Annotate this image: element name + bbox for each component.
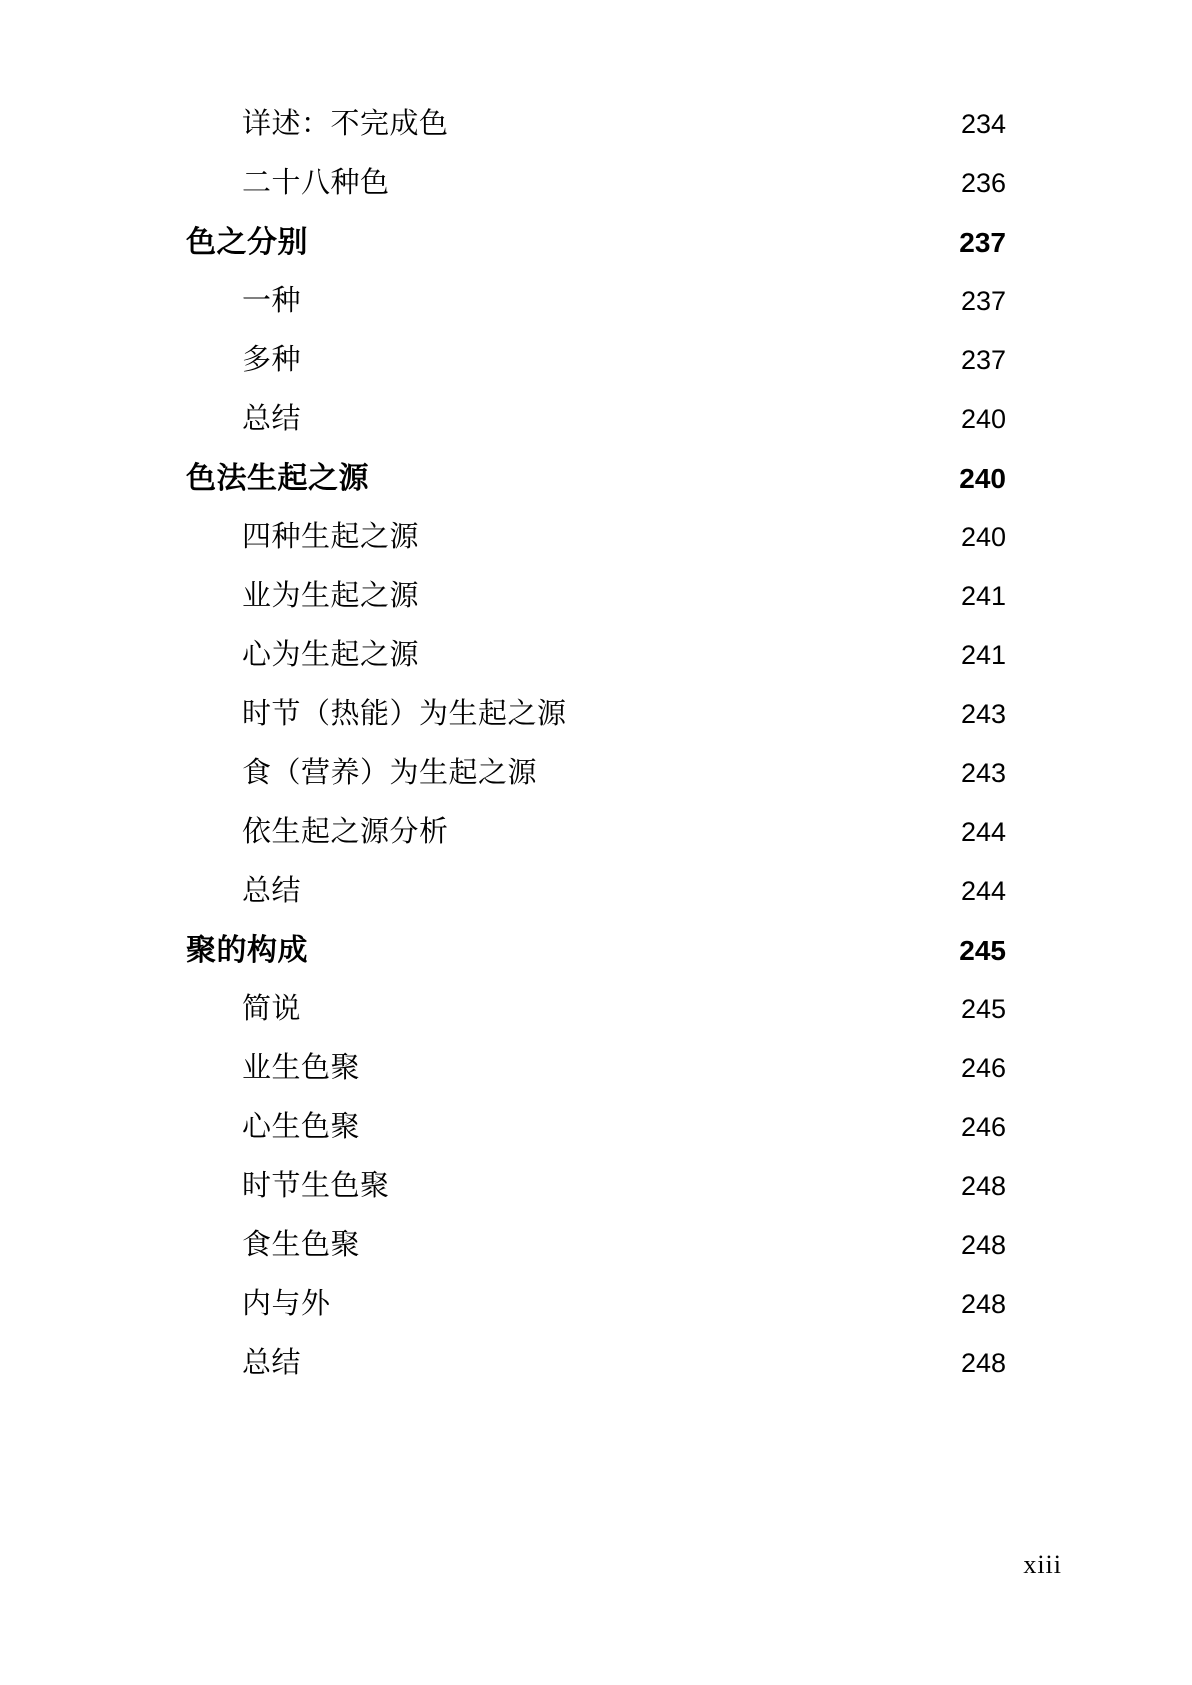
toc-entry-page-number: 236 (960, 168, 1006, 198)
toc-entry-label: 总结 (242, 403, 302, 435)
toc-entry-page-number: 246 (960, 1053, 1006, 1083)
toc-entry-label: 食生色聚 (242, 1229, 361, 1261)
toc-entry-page-number: 240 (959, 463, 1006, 494)
toc-entry[interactable] (186, 405, 1006, 464)
toc-entry[interactable] (186, 1231, 1006, 1290)
toc-entry-label: 四种生起之源 (242, 521, 420, 553)
toc-entry-page-number: 248 (960, 1289, 1006, 1319)
toc-entry[interactable] (186, 1290, 1006, 1349)
toc-entry-label: 内与外 (242, 1288, 331, 1320)
toc-entry[interactable] (186, 1172, 1006, 1231)
toc-entry[interactable] (186, 110, 1006, 169)
toc-entry-label: 聚的构成 (186, 934, 308, 967)
table-of-contents (186, 110, 1006, 1408)
toc-entry[interactable] (186, 936, 1006, 995)
toc-entry-page-number: 244 (960, 817, 1006, 847)
toc-entry[interactable] (186, 582, 1006, 641)
toc-entry-page-number: 246 (960, 1112, 1006, 1142)
toc-entry-page-number: 243 (960, 699, 1006, 729)
toc-entry-label: 业为生起之源 (242, 580, 420, 612)
toc-entry[interactable] (186, 877, 1006, 936)
toc-entry-label: 色法生起之源 (186, 462, 369, 495)
toc-entry-page-number: 241 (960, 640, 1006, 670)
toc-entry-label: 多种 (242, 344, 302, 376)
toc-entry[interactable] (186, 759, 1006, 818)
toc-entry-label: 心生色聚 (242, 1111, 361, 1143)
toc-entry-label: 业生色聚 (242, 1052, 361, 1084)
toc-entry-page-number: 245 (960, 994, 1006, 1024)
toc-entry[interactable] (186, 169, 1006, 228)
toc-entry-page-number: 248 (960, 1171, 1006, 1201)
toc-entry-page-number: 241 (960, 581, 1006, 611)
toc-entry-page-number: 248 (960, 1230, 1006, 1260)
toc-entry-label: 简说 (242, 993, 302, 1025)
toc-entry-page-number: 234 (960, 109, 1006, 139)
toc-entry-label: 总结 (242, 875, 302, 907)
toc-entry-label: 时节生色聚 (242, 1170, 390, 1202)
toc-entry-label: 一种 (242, 285, 302, 317)
toc-entry[interactable] (186, 700, 1006, 759)
toc-entry-label: 色之分别 (186, 226, 308, 259)
toc-entry-page-number: 243 (960, 758, 1006, 788)
toc-entry[interactable] (186, 1349, 1006, 1408)
toc-entry-page-number: 240 (960, 522, 1006, 552)
toc-entry-page-number: 248 (960, 1348, 1006, 1378)
toc-entry[interactable] (186, 287, 1006, 346)
toc-entry-page-number: 237 (960, 345, 1006, 375)
toc-entry-label: 时节（热能）为生起之源 (242, 698, 567, 730)
toc-entry[interactable] (186, 641, 1006, 700)
toc-entry-page-number: 237 (959, 227, 1006, 258)
toc-entry-label: 总结 (242, 1347, 302, 1379)
toc-entry-label: 依生起之源分析 (242, 816, 449, 848)
page-folio: xiii (1023, 1550, 1062, 1579)
toc-entry-label: 二十八种色 (242, 167, 390, 199)
toc-entry[interactable] (186, 464, 1006, 523)
toc-entry[interactable] (186, 1113, 1006, 1172)
toc-entry[interactable] (186, 818, 1006, 877)
toc-entry[interactable] (186, 228, 1006, 287)
toc-entry[interactable] (186, 995, 1006, 1054)
toc-entry[interactable] (186, 1054, 1006, 1113)
toc-entry-page-number: 244 (960, 876, 1006, 906)
toc-entry-page-number: 245 (959, 935, 1006, 966)
toc-entry-page-number: 240 (960, 404, 1006, 434)
toc-entry-label: 心为生起之源 (242, 639, 420, 671)
toc-entry[interactable] (186, 523, 1006, 582)
toc-entry-label: 详述：不完成色 (242, 108, 449, 140)
toc-entry-page-number: 237 (960, 286, 1006, 316)
toc-entry[interactable] (186, 346, 1006, 405)
toc-entry-label: 食（营养）为生起之源 (242, 757, 538, 789)
